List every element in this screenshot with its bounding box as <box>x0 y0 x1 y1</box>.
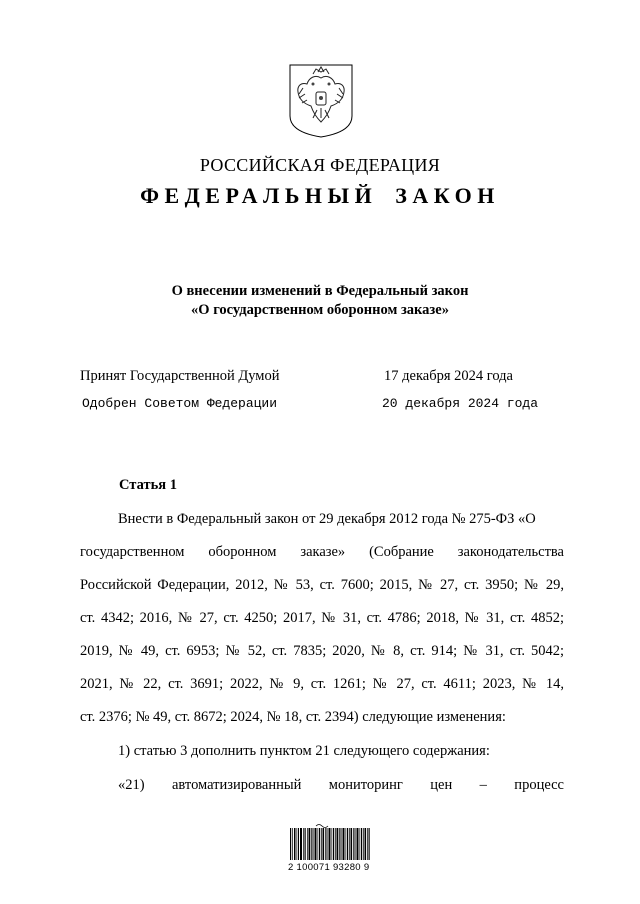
law-title <box>0 282 640 320</box>
article-line: 1) статью 3 дополнить пунктом 21 следующего содержания: <box>118 743 490 759</box>
coat-of-arms-emblem <box>289 64 353 138</box>
article-line: «21) автоматизированный мониторинг цен – процесс <box>118 777 564 793</box>
doc-type-word-2: ЗАКОН <box>395 183 500 208</box>
duma-date: 17 декабря 2024 года <box>384 368 513 384</box>
duma-label: Принят Государственной Думой <box>80 368 280 384</box>
article-heading: Статья 1 <box>119 477 177 493</box>
article-line: Внести в Федеральный закон от 29 декабря 2012 года № 275-ФЗ «О <box>118 511 536 527</box>
article-line: государственном оборонном заказе» (Собрание законодательства <box>80 544 564 560</box>
article-line: Российской Федерации, 2012, № 53, ст. 7600; 2015, № 27, ст. 3950; № 29, <box>80 577 564 593</box>
doc-type-word-1: ФЕДЕРАЛЬНЫЙ <box>140 183 378 208</box>
article-line: ст. 4342; 2016, № 27, ст. 4250; 2017, № 31, ст. 4786; 2018, № 31, ст. 4852; <box>80 610 564 626</box>
law-title-line-1: О внесении изменений в Федеральный закон <box>171 283 469 299</box>
council-label: Одобрен Советом Федерации <box>82 396 278 411</box>
law-title-line-2: «О государственном оборонном заказе» <box>191 302 449 318</box>
council-date: 20 декабря 2024 года <box>382 396 539 411</box>
country-name: РОССИЙСКАЯ ФЕДЕРАЦИЯ <box>199 155 441 175</box>
barcode-number: 2 100071 93280 9 <box>288 862 370 873</box>
document-type <box>0 183 640 209</box>
article-line: 2021, № 22, ст. 3691; 2022, № 9, ст. 1261; № 27, ст. 4611; 2023, № 14, <box>80 676 564 692</box>
article-line: ст. 2376; № 49, ст. 8672; 2024, № 18, ст. 2394) следующие изменения: <box>80 709 506 725</box>
barcode-image <box>290 822 370 860</box>
article-line: 2019, № 49, ст. 6953; № 52, ст. 7835; 2020, № 8, ст. 914; № 31, ст. 5042; <box>80 643 564 659</box>
